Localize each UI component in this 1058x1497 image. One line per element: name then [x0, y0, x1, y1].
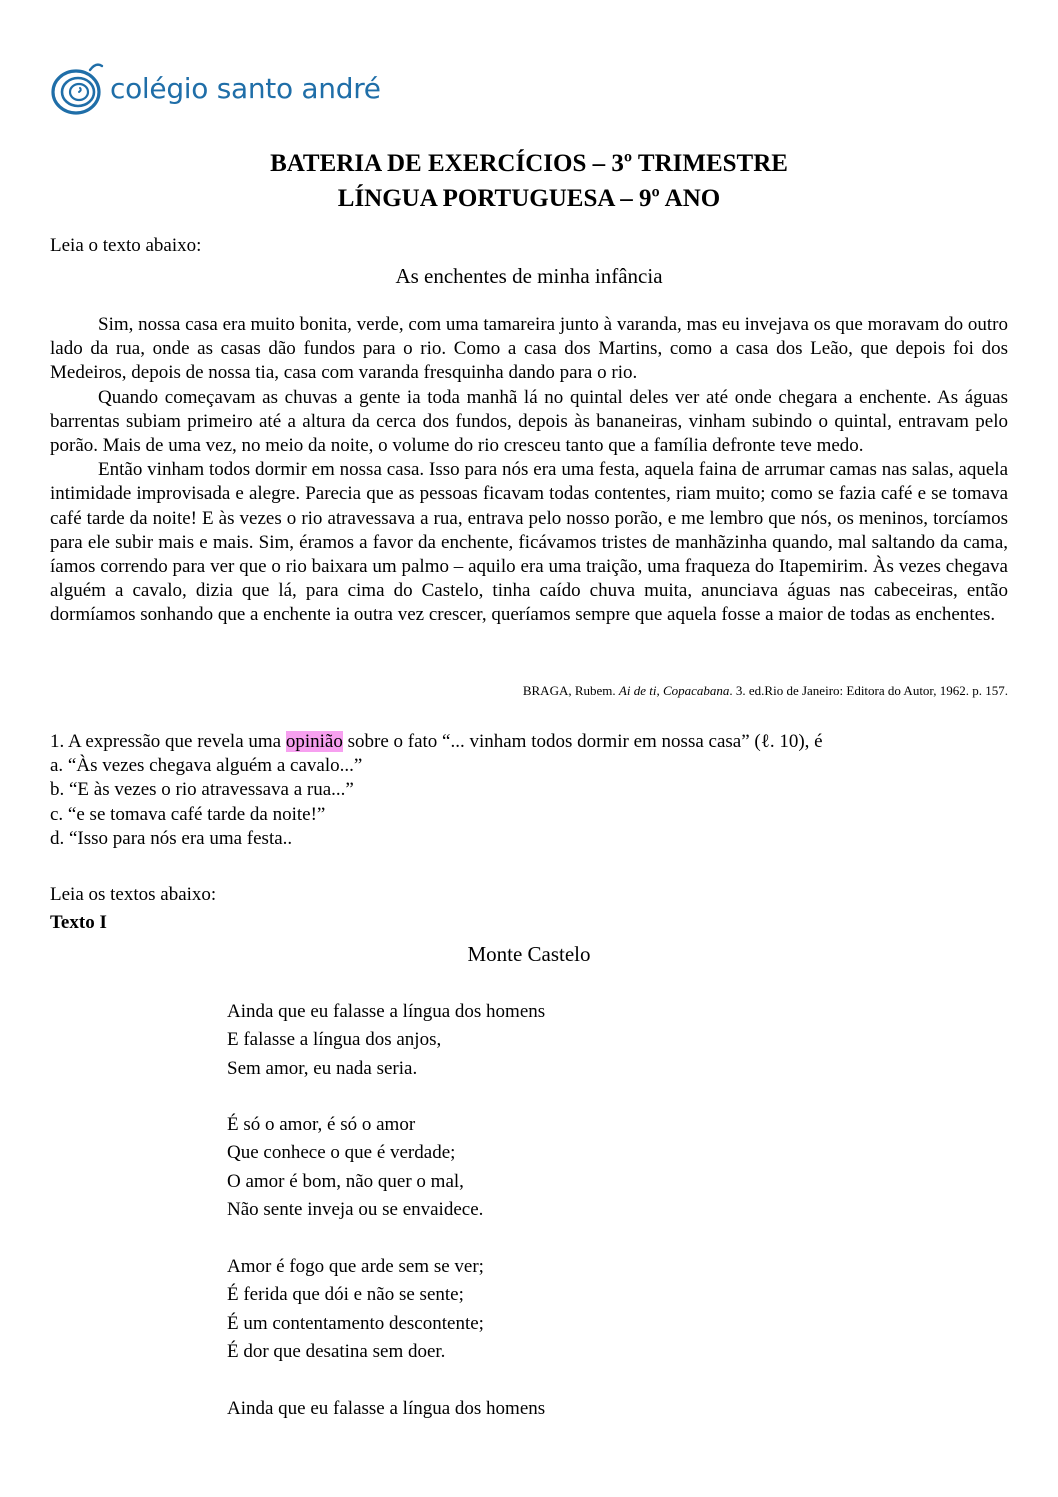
option-c: c. “e se tomava café tarde da noite!” — [50, 803, 326, 825]
story-paragraph: Sim, nossa casa era muito bonita, verde, com uma tamareira junto à varanda, mas eu invejava os que moravam do outro lado da rua, onde as casas dão fundos para o rio. Como a casa dos Martins, como a casa dos Leão, que depois foi dos Medeiros, depois de nossa tia, casa com varanda fresquinha dando para o rio. — [50, 314, 1008, 384]
option-b: b. “E às vezes o rio atravessava a rua...” — [50, 779, 354, 801]
poem-verse: Ainda que eu falasse a língua dos homens — [227, 1001, 546, 1022]
poem-verse: É ferida que dói e não se sente; — [227, 1284, 464, 1306]
story-title: As enchentes de minha infância — [395, 264, 663, 288]
poem-title: Monte Castelo — [467, 942, 591, 966]
option-d: d. “Isso para nós era uma festa.. — [50, 827, 293, 849]
spiral-logo-icon — [50, 60, 106, 120]
poem-stanza — [227, 998, 545, 1083]
poem-stanza — [227, 1253, 484, 1367]
poem-verse: E falasse a língua dos anjos, — [227, 1029, 442, 1051]
texto-i-label: Texto I — [50, 912, 107, 933]
story-paragraph: Então vinham todos dormir em nossa casa. Isso para nós era uma festa, aquela faina de arrumar camas nas salas, aquela intimidade improvisada e alegre. Parecia que as pessoas ficavam todas contentes, riam muito; como se fazia café e se tomava café tarde da noite! E às vezes o rio atravessava a rua, entrava pelo nosso porão, e me lembro que nós, os meninos, torcíamos para ele subir mais e mais. Sim, éramos a favor da enchente, ficávamos tristes de manhãzinha quando, mal saltando da cama, íamos correndo para ver que o rio baixara um palmo – aquilo era uma traição, uma fraqueza do Itapemirim. Às vezes chegava alguém a cavalo, dizia que lá, para cima do Castelo, tinha caído chuva muita, anunciava águas nas cabeceiras, então dormíamos sonhando que a enchente ia outra vez crescer, queríamos sempre que aquela fosse a maior de todas as enchentes. — [50, 459, 1008, 626]
citation-author: BRAGA, Rubem. — [522, 683, 619, 698]
page-title-line1: BATERIA DE EXERCÍCIOS – 3º TRIMESTRE — [270, 150, 788, 177]
poem-verse: Amor é fogo que arde sem se ver; — [227, 1256, 484, 1277]
school-name: colégio santo andré — [110, 71, 381, 105]
story-citation — [523, 683, 1008, 699]
poem-stanza — [227, 1395, 545, 1423]
poem-verse: É dor que desatina sem doer. — [227, 1341, 446, 1363]
page-title-line2: LÍNGUA PORTUGUESA – 9º ANO — [337, 185, 721, 212]
poem-verse: Sem amor, eu nada seria. — [227, 1057, 418, 1079]
instruction-read-texts: Leia os textos abaixo: — [50, 884, 217, 905]
poem-verse: O amor é bom, não quer o mal, — [227, 1170, 464, 1192]
instruction-read-text: Leia o texto abaixo: — [50, 235, 202, 256]
option-a: a. “Às vezes chegava alguém a cavalo...” — [50, 755, 363, 777]
citation-book-title: Ai de ti, Copacabana — [618, 683, 730, 698]
question-1 — [50, 730, 823, 851]
question-stem: 1. A expressão que revela uma opinião sobre o fato “... vinham todos dormir em nossa casa” (ℓ. 10), é — [50, 731, 823, 752]
school-logo — [50, 58, 381, 122]
poem-stanza — [227, 1111, 483, 1225]
story-body — [50, 313, 1008, 628]
poem-verse: Ainda que eu falasse a língua dos homens — [227, 1398, 546, 1419]
highlighted-word: opinião — [285, 731, 343, 752]
poem-verse: É um contentamento descontente; — [227, 1312, 484, 1334]
poem-verse: Que conhece o que é verdade; — [227, 1142, 456, 1164]
citation-publication: . 3. ed.Rio de Janeiro: Editora do Autor, 1962. p. 157. — [729, 683, 1008, 698]
poem-verse: É só o amor, é só o amor — [227, 1114, 416, 1135]
story-paragraph: Quando começavam as chuvas a gente ia toda manhã lá no quintal deles ver até onde chegara a enchente. As águas barrentas subiam primeiro até a altura da cerca dos fundos, depois às bananeiras, vinham subindo o quintal, entravam pelo porão. Mais de uma vez, no meio da noite, o volume do rio cresceu tanto que a família defronte teve medo. — [50, 386, 1008, 457]
poem-verse: Não sente inveja ou se envaidece. — [227, 1199, 484, 1221]
